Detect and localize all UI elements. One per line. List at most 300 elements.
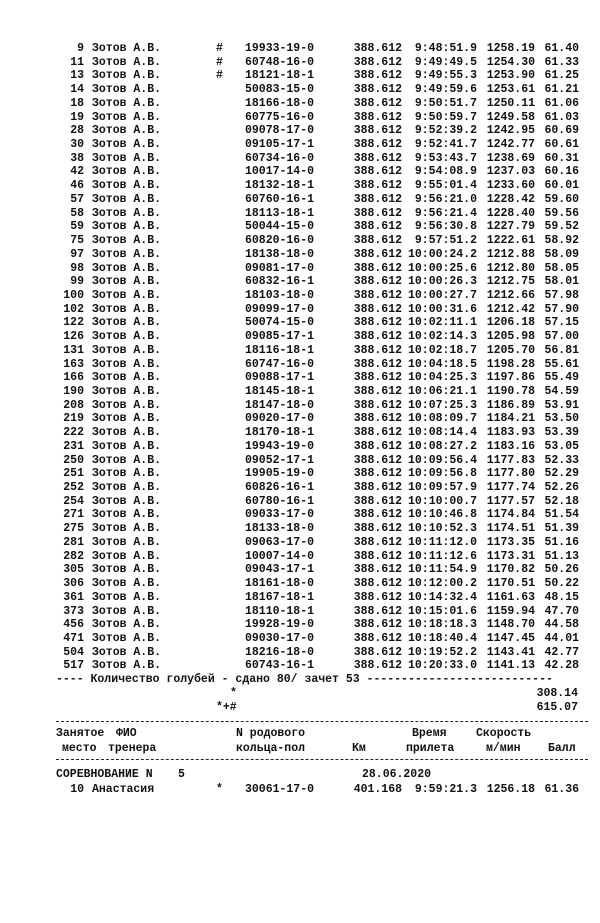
row-speed: 1170.82	[486, 563, 535, 577]
star-value: 308.14	[536, 687, 578, 700]
row-speed: 1242.95	[486, 124, 535, 138]
row-speed: 1253.90	[486, 69, 535, 83]
row-speed: 1141.13	[486, 659, 535, 673]
row-time: 10:09:56.8	[407, 467, 477, 481]
row-ring: 60826-16-1	[245, 481, 315, 495]
row-ring: 18116-18-1	[245, 343, 315, 357]
row-place: 75	[70, 234, 84, 248]
row-km: 388.612	[353, 494, 402, 508]
row-ring: 09052-17-1	[245, 453, 315, 467]
row-name: Зотов А.В.	[92, 179, 162, 193]
row-place: 306	[63, 577, 84, 591]
row-name: Зотов А.В.	[92, 206, 162, 220]
row-name: Зотов А.В.	[92, 69, 162, 83]
row-name: Зотов А.В.	[92, 220, 162, 234]
header-place-2: место	[62, 742, 97, 755]
row-name: Зотов А.В.	[92, 522, 162, 536]
row-time: 10:20:33.0	[407, 659, 477, 673]
row-score: 48.15	[544, 590, 579, 604]
row-score: 51.16	[544, 535, 579, 549]
row-km: 388.612	[353, 42, 402, 55]
row-speed: 1177.80	[486, 467, 535, 481]
row-ring: 60775-16-0	[245, 110, 315, 124]
row-score: 57.98	[544, 288, 579, 302]
competition-number: 5	[178, 768, 185, 781]
row-speed: 1222.61	[486, 234, 535, 248]
row-name: Зотов А.В.	[92, 535, 162, 549]
row-name: Зотов А.В.	[92, 371, 162, 385]
row-name: Зотов А.В.	[92, 481, 162, 495]
row-speed: 1254.30	[486, 55, 535, 69]
row-km: 388.612	[353, 398, 402, 412]
table-row	[0, 111, 600, 125]
row-speed: 1197.86	[486, 371, 535, 385]
table-row	[0, 220, 600, 234]
table-row	[0, 83, 600, 97]
header-name-1: ФИО	[116, 727, 137, 740]
row-km: 388.612	[353, 330, 402, 344]
row-place: 163	[63, 357, 84, 371]
row-score: 51.54	[544, 508, 579, 522]
row-ring: 09088-17-1	[245, 371, 315, 385]
row-place: 18	[70, 96, 84, 110]
row-km: 388.612	[353, 206, 402, 220]
row-speed: 1177.83	[486, 453, 535, 467]
last-row-place: 10	[70, 783, 84, 796]
row-score: 44.01	[544, 631, 579, 645]
row-ring: 19943-19-0	[245, 439, 315, 453]
row-place: 208	[63, 398, 84, 412]
last-row-name: Анастасия	[92, 783, 155, 796]
header-time-2: прилета	[406, 742, 455, 755]
row-ring: 18166-18-0	[245, 96, 315, 110]
row-score: 57.90	[544, 302, 579, 316]
row-km: 388.612	[353, 302, 402, 316]
table-row	[0, 330, 600, 344]
row-score: 58.05	[544, 261, 579, 275]
row-score: 51.39	[544, 522, 579, 536]
row-ring: 18110-18-1	[245, 604, 315, 618]
row-km: 388.612	[353, 535, 402, 549]
row-ring: 18161-18-0	[245, 577, 315, 591]
row-speed: 1227.79	[486, 220, 535, 234]
row-speed: 1174.84	[486, 508, 535, 522]
summary-star-line	[0, 687, 600, 701]
row-score: 61.06	[544, 96, 579, 110]
row-score: 52.33	[544, 453, 579, 467]
row-km: 388.612	[353, 234, 402, 248]
row-place: 99	[70, 275, 84, 289]
row-name: Зотов А.В.	[92, 398, 162, 412]
row-place: 504	[63, 645, 84, 659]
row-km: 388.612	[353, 577, 402, 591]
row-km: 388.612	[353, 110, 402, 124]
last-row-mark: *	[216, 783, 223, 796]
row-ring: 18133-18-0	[245, 522, 315, 536]
last-row-speed: 1256.18	[486, 783, 535, 796]
table-row	[0, 467, 600, 481]
row-speed: 1238.69	[486, 151, 535, 165]
row-score: 54.59	[544, 385, 579, 398]
row-score: 59.52	[544, 220, 579, 234]
row-km: 388.612	[353, 69, 402, 83]
row-time: 9:54:08.9	[414, 165, 477, 179]
row-mark: #	[216, 42, 223, 55]
row-mark: #	[216, 55, 223, 69]
row-place: 373	[63, 604, 84, 618]
row-km: 388.612	[353, 192, 402, 206]
row-ring: 60760-16-1	[245, 192, 315, 206]
competition-date: 28.06.2020	[362, 768, 432, 781]
row-time: 9:57:51.2	[414, 234, 477, 248]
row-place: 57	[70, 192, 84, 206]
row-km: 388.612	[353, 288, 402, 302]
row-ring: 18167-18-1	[245, 590, 315, 604]
row-time: 10:02:11.1	[407, 316, 477, 330]
row-name: Зотов А.В.	[92, 330, 162, 344]
row-score: 59.56	[544, 206, 579, 220]
row-time: 9:48:51.9	[414, 42, 477, 55]
table-row	[0, 591, 600, 605]
row-name: Зотов А.В.	[92, 659, 162, 673]
row-score: 51.13	[544, 549, 579, 563]
table-row	[0, 316, 600, 330]
row-name: Зотов А.В.	[92, 316, 162, 330]
row-ring: 60748-16-0	[245, 55, 315, 69]
table-row	[0, 152, 600, 166]
row-place: 30	[70, 138, 84, 152]
starhash-value: 615.07	[536, 701, 578, 714]
row-place: 11	[70, 55, 84, 69]
table-header-line2	[0, 742, 600, 756]
row-km: 388.612	[353, 357, 402, 371]
row-name: Зотов А.В.	[92, 563, 162, 577]
row-time: 10:02:14.3	[407, 330, 477, 344]
row-place: 13	[70, 69, 84, 83]
row-place: 58	[70, 206, 84, 220]
row-ring: 18121-18-1	[245, 69, 315, 83]
row-ring: 60832-16-1	[245, 275, 315, 289]
row-name: Зотов А.В.	[92, 618, 162, 632]
last-row-score: 61.36	[544, 783, 579, 796]
row-speed: 1143.41	[486, 645, 535, 659]
row-score: 52.26	[544, 481, 579, 495]
row-score: 58.92	[544, 234, 579, 248]
row-ring: 60747-16-0	[245, 357, 315, 371]
table-row	[0, 563, 600, 577]
header-name-2: тренера	[108, 742, 157, 755]
row-km: 388.612	[353, 549, 402, 563]
row-place: 38	[70, 151, 84, 165]
row-speed: 1212.88	[486, 247, 535, 261]
row-km: 388.612	[353, 439, 402, 453]
row-time: 9:50:59.7	[414, 110, 477, 124]
row-ring: 50074-15-0	[245, 316, 315, 330]
row-speed: 1212.66	[486, 288, 535, 302]
row-ring: 50083-15-0	[245, 83, 315, 97]
table-row	[0, 207, 600, 221]
row-score: 60.01	[544, 179, 579, 193]
row-name: Зотов А.В.	[92, 508, 162, 522]
header-km: Км	[352, 742, 366, 755]
row-speed: 1183.16	[486, 439, 535, 453]
row-name: Зотов А.В.	[92, 165, 162, 179]
row-place: 126	[63, 330, 84, 344]
row-place: 131	[63, 343, 84, 357]
row-ring: 10017-14-0	[245, 165, 315, 179]
row-ring: 19905-19-0	[245, 467, 315, 481]
table-row	[0, 399, 600, 413]
row-place: 361	[63, 590, 84, 604]
row-name: Зотов А.В.	[92, 590, 162, 604]
row-score: 61.40	[544, 42, 579, 55]
row-time: 10:07:25.3	[407, 398, 477, 412]
row-time: 10:11:12.0	[407, 535, 477, 549]
table-row	[0, 577, 600, 591]
row-speed: 1212.80	[486, 261, 535, 275]
row-name: Зотов А.В.	[92, 302, 162, 316]
row-km: 388.612	[353, 590, 402, 604]
row-km: 388.612	[353, 261, 402, 275]
row-speed: 1212.42	[486, 302, 535, 316]
row-place: 271	[63, 508, 84, 522]
row-score: 47.70	[544, 604, 579, 618]
row-name: Зотов А.В.	[92, 604, 162, 618]
row-time: 10:08:09.7	[407, 412, 477, 426]
row-speed: 1253.61	[486, 83, 535, 97]
header-speed-2: м/мин	[486, 742, 521, 755]
row-speed: 1198.28	[486, 357, 535, 371]
row-time: 9:52:41.7	[414, 138, 477, 152]
row-place: 14	[70, 83, 84, 97]
row-time: 9:56:21.4	[414, 206, 477, 220]
row-name: Зотов А.В.	[92, 124, 162, 138]
row-ring: 09043-17-1	[245, 563, 315, 577]
row-time: 9:55:01.4	[414, 179, 477, 193]
row-name: Зотов А.В.	[92, 261, 162, 275]
row-km: 388.612	[353, 631, 402, 645]
row-km: 388.612	[353, 179, 402, 193]
table-row	[0, 262, 600, 276]
row-speed: 1173.31	[486, 549, 535, 563]
row-score: 55.61	[544, 357, 579, 371]
row-score: 44.58	[544, 618, 579, 632]
row-score: 61.21	[544, 83, 579, 97]
row-place: 251	[63, 467, 84, 481]
row-place: 222	[63, 426, 84, 440]
row-km: 388.612	[353, 275, 402, 289]
row-place: 250	[63, 453, 84, 467]
table-row	[0, 426, 600, 440]
row-name: Зотов А.В.	[92, 357, 162, 371]
row-place: 456	[63, 618, 84, 632]
table-row	[0, 358, 600, 372]
row-score: 61.03	[544, 110, 579, 124]
row-speed: 1190.78	[486, 385, 535, 398]
row-speed: 1228.42	[486, 192, 535, 206]
row-km: 388.612	[353, 151, 402, 165]
row-name: Зотов А.В.	[92, 234, 162, 248]
row-speed: 1184.21	[486, 412, 535, 426]
row-place: 122	[63, 316, 84, 330]
row-name: Зотов А.В.	[92, 494, 162, 508]
row-place: 166	[63, 371, 84, 385]
row-speed: 1258.19	[486, 42, 535, 55]
row-time: 10:00:25.6	[407, 261, 477, 275]
table-row	[0, 138, 600, 152]
row-speed: 1159.94	[486, 604, 535, 618]
row-mark: #	[216, 69, 223, 83]
row-ring: 09085-17-1	[245, 330, 315, 344]
row-name: Зотов А.В.	[92, 412, 162, 426]
row-place: 9	[77, 42, 84, 55]
row-km: 388.612	[353, 453, 402, 467]
row-time: 10:00:26.3	[407, 275, 477, 289]
row-name: Зотов А.В.	[92, 631, 162, 645]
table-row	[0, 42, 600, 56]
row-km: 388.612	[353, 220, 402, 234]
row-score: 52.18	[544, 494, 579, 508]
row-name: Зотов А.В.	[92, 138, 162, 152]
row-place: 517	[63, 659, 84, 673]
row-place: 102	[63, 302, 84, 316]
row-speed: 1183.93	[486, 426, 535, 440]
row-ring: 18216-18-0	[245, 645, 315, 659]
row-speed: 1228.40	[486, 206, 535, 220]
table-row	[0, 385, 600, 399]
row-place: 46	[70, 179, 84, 193]
row-score: 61.25	[544, 69, 579, 83]
row-score: 53.05	[544, 439, 579, 453]
row-speed: 1177.57	[486, 494, 535, 508]
row-score: 53.91	[544, 398, 579, 412]
table-row	[0, 495, 600, 509]
row-time: 10:18:40.4	[407, 631, 477, 645]
row-name: Зотов А.В.	[92, 110, 162, 124]
row-speed: 1170.51	[486, 577, 535, 591]
row-ring: 18147-18-0	[245, 398, 315, 412]
row-time: 9:52:39.2	[414, 124, 477, 138]
row-time: 9:49:55.3	[414, 69, 477, 83]
last-row-ring: 30061-17-0	[245, 783, 315, 796]
row-place: 282	[63, 549, 84, 563]
table-row	[0, 179, 600, 193]
row-time: 10:15:01.6	[407, 604, 477, 618]
row-ring: 18132-18-1	[245, 179, 315, 193]
row-time: 10:09:57.9	[407, 481, 477, 495]
row-ring: 09020-17-0	[245, 412, 315, 426]
row-place: 305	[63, 563, 84, 577]
row-place: 219	[63, 412, 84, 426]
row-ring: 19928-19-0	[245, 618, 315, 632]
row-ring: 18113-18-1	[245, 206, 315, 220]
row-place: 471	[63, 631, 84, 645]
row-km: 388.612	[353, 343, 402, 357]
row-time: 9:53:43.7	[414, 151, 477, 165]
row-km: 388.612	[353, 316, 402, 330]
row-place: 28	[70, 124, 84, 138]
row-score: 60.61	[544, 138, 579, 152]
row-ring: 09105-17-1	[245, 138, 315, 152]
starhash-label: *+#	[216, 701, 237, 714]
header-bottom-divider	[56, 759, 588, 760]
row-score: 59.60	[544, 192, 579, 206]
summary-starhash-line	[0, 701, 600, 715]
row-time: 9:49:59.6	[414, 83, 477, 97]
row-place: 254	[63, 494, 84, 508]
row-km: 388.612	[353, 563, 402, 577]
table-row	[0, 454, 600, 468]
last-row-time: 9:59:21.3	[414, 783, 477, 796]
table-header-line1	[0, 727, 600, 741]
row-name: Зотов А.В.	[92, 42, 162, 55]
row-time: 9:49:49.5	[414, 55, 477, 69]
row-score: 42.77	[544, 645, 579, 659]
table-row	[0, 56, 600, 70]
row-score: 42.28	[544, 659, 579, 673]
row-name: Зотов А.В.	[92, 275, 162, 289]
row-place: 275	[63, 522, 84, 536]
last-row-km: 401.168	[353, 783, 402, 796]
row-name: Зотов А.В.	[92, 453, 162, 467]
row-km: 388.612	[353, 412, 402, 426]
row-place: 252	[63, 481, 84, 495]
table-row	[0, 536, 600, 550]
row-km: 388.612	[353, 96, 402, 110]
table-row	[0, 69, 600, 83]
table-row	[0, 550, 600, 564]
last-result-row	[0, 783, 600, 797]
row-km: 388.612	[353, 522, 402, 536]
row-km: 388.612	[353, 659, 402, 673]
row-score: 61.33	[544, 55, 579, 69]
row-km: 388.612	[353, 165, 402, 179]
row-speed: 1173.35	[486, 535, 535, 549]
row-km: 388.612	[353, 618, 402, 632]
row-time: 9:56:30.8	[414, 220, 477, 234]
row-speed: 1249.58	[486, 110, 535, 124]
row-score: 52.29	[544, 467, 579, 481]
header-ring-2: кольца-пол	[236, 742, 306, 755]
table-row	[0, 412, 600, 426]
table-row	[0, 344, 600, 358]
row-place: 231	[63, 439, 84, 453]
row-time: 10:14:32.4	[407, 590, 477, 604]
row-speed: 1177.74	[486, 481, 535, 495]
row-km: 388.612	[353, 247, 402, 261]
row-score: 57.00	[544, 330, 579, 344]
table-row	[0, 124, 600, 138]
row-ring: 18170-18-1	[245, 426, 315, 440]
summary-separator-text: ---- Количество голубей - сдано 80/ зачет 53 ---------------------------	[56, 673, 553, 686]
row-ring: 60743-16-1	[245, 659, 315, 673]
row-time: 10:08:14.4	[407, 426, 477, 440]
row-score: 56.81	[544, 343, 579, 357]
table-row	[0, 605, 600, 619]
table-row	[0, 632, 600, 646]
row-name: Зотов А.В.	[92, 192, 162, 206]
table-row	[0, 234, 600, 248]
table-row	[0, 508, 600, 522]
row-ring: 10007-14-0	[245, 549, 315, 563]
row-speed: 1212.75	[486, 275, 535, 289]
row-place: 100	[63, 288, 84, 302]
row-time: 10:10:46.8	[407, 508, 477, 522]
row-ring: 60820-16-0	[245, 234, 315, 248]
table-row	[0, 481, 600, 495]
row-time: 10:10:52.3	[407, 522, 477, 536]
row-ring: 09033-17-0	[245, 508, 315, 522]
